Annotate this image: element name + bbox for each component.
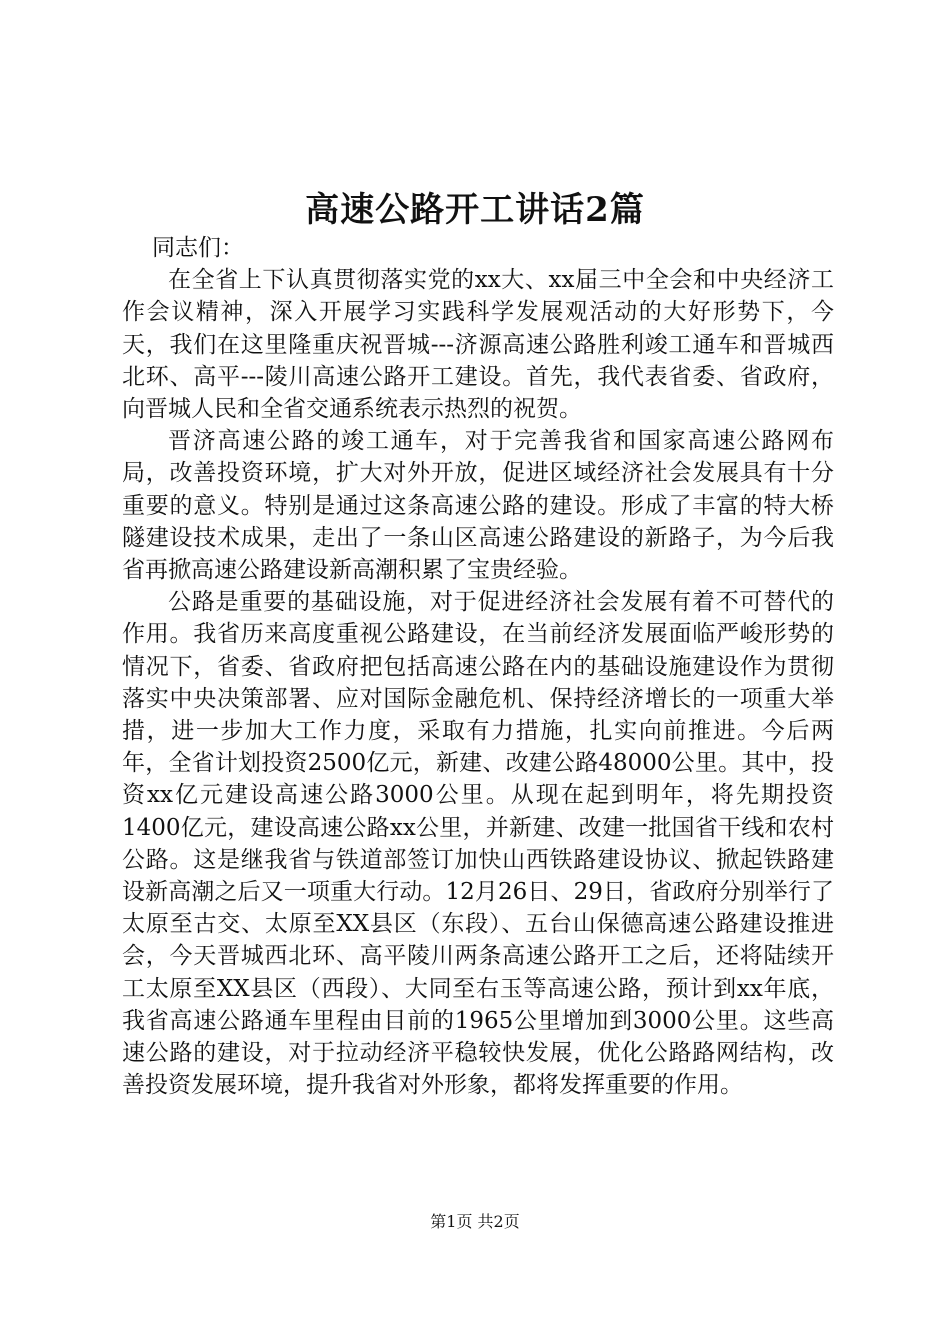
paragraph: 晋济高速公路的竣工通车，对于完善我省和国家高速公路网布局，改善投资环境，扩大对外开放，促进区域经济社会发展具有十分重要的意义。特别是通过这条高速公路的建设。形成了丰富的特大桥隧建设技术成果，走出了一条山区高速公路建设的新路子，为今后我省再掀高速公路建设新高潮积累了宝贵经验。 (122, 428, 834, 584)
page-footer: 第1页 共2页 (430, 1212, 520, 1231)
greeting: 同志们： (152, 235, 244, 261)
document-title: 高速公路开工讲话2篇 (305, 190, 645, 230)
document-body (122, 232, 834, 1101)
paragraph: 公路是重要的基础设施，对于促进经济社会发展有着不可替代的作用。我省历来高度重视公路建设，在当前经济发展面临严峻形势的情况下，省委、省政府把包括高速公路在内的基础设施建设作为贯彻落实中央决策部署、应对国际金融危机、保持经济增长的一项重大举措，进一步加大工作力度，采取有力措施，扎实向前推进。今后两年，全省计划投资2500亿元，新建、改建公路48000公里。其中，投资xx亿元建设高速公路3000公里。从现在起到明年，将先期投资1400亿元，建设高速公路xx公里，并新建、改建一批国省干线和农村公路。这是继我省与铁道部签订加快山西铁路建设协议、掀起铁路建设新高潮之后又一项重大行动。12月26日、29日，省政府分别举行了太原至古交、太原至XX县区（东段）、五台山保德高速公路建设推进会，今天晋城西北环、高平陵川两条高速公路开工之后，还将陆续开工太原至XX县区（西段）、大同至右玉等高速公路，预计到xx年底，我省高速公路通车里程由目前的1965公里增加到3000公里。这些高速公路的建设，对于拉动经济平稳较快发展，优化公路路网结构，改善投资发展环境，提升我省对外形象，都将发挥重要的作用。 (122, 589, 834, 1099)
paragraph: 在全省上下认真贯彻落实党的xx大、xx届三中全会和中央经济工作会议精神，深入开展学习实践科学发展观活动的大好形势下，今天，我们在这里隆重庆祝晋城---济源高速公路胜利竣工通车和晋城西北环、高平---陵川高速公路开工建设。首先，我代表省委、省政府，向晋城人民和全省交通系统表示热烈的祝贺。 (122, 267, 834, 423)
